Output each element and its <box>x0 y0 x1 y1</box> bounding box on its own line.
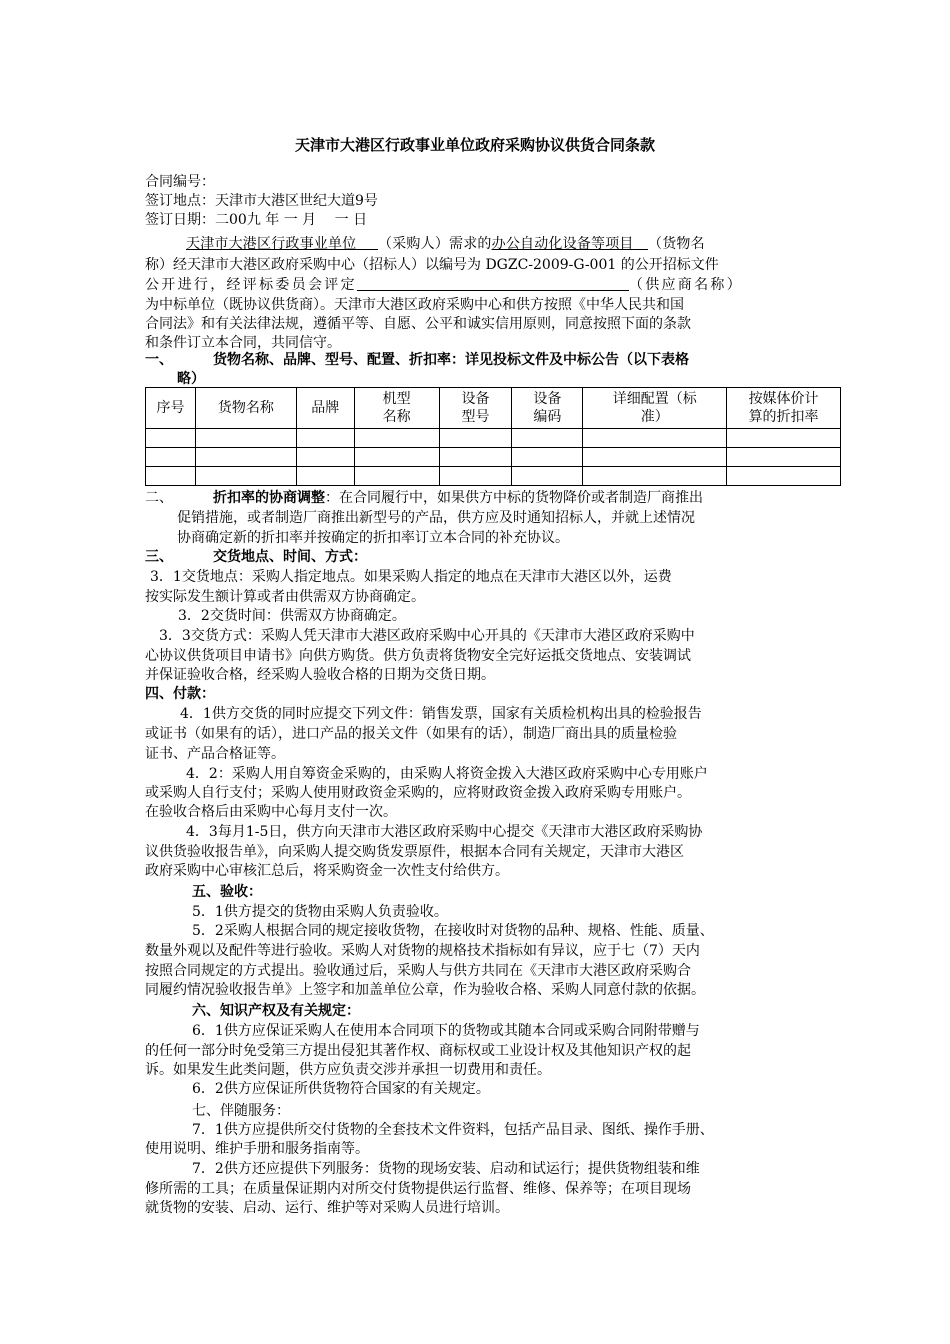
section-4-text: 4．2：采购人用自筹资金采购的，由采购人将资金拨入大港区政府采购中心专用账户 <box>186 766 708 782</box>
section-3-text: 3．2交货时间：供需双方协商确定。 <box>178 608 406 624</box>
section-3-text: 按实际发生额计算或者由供需双方协商确定。 <box>145 589 425 605</box>
section-3-text: 并保证验收合格，经采购人验收合格的日期为交货日期。 <box>145 667 495 683</box>
table-header-cell: 按媒体价计 算的折扣率 <box>727 388 841 429</box>
section-2-line: 促销措施，或者制造厂商推出新型号的产品，供方应及时通知招标人，并就上述情况 <box>177 510 695 526</box>
intro-text: （供应商名称） <box>628 277 744 293</box>
section-4-text: 议供货验收报告单》，向采购人提交购货发票原件，根据本合同有关规定，天津市大港区 <box>145 844 684 860</box>
supplier-name-blank <box>357 276 629 291</box>
table-row <box>146 429 841 448</box>
goods-table <box>145 387 841 486</box>
section-3-text: 3．3交货方式：采购人凭天津市大港区政府采购中心开具的《天津市大港区政府采购中 <box>159 628 695 644</box>
table-header-cell: 详细配置（标 准） <box>583 388 727 429</box>
table-header-cell: 设备 编码 <box>512 388 583 429</box>
section-7-text: 修所需的工具；在质量保证期内对所交付货物提供运行监督、维修、保养等；在项目现场 <box>145 1181 691 1197</box>
intro-line <box>145 235 810 254</box>
section-3-text: 心协议供货项目申请书》向供方购货。供方负责将货物安全完好运抵交货地点、安装调试 <box>145 648 691 664</box>
section-4-text: 政府采购中心审核汇总后，将采购资金一次性支付给供方。 <box>145 863 509 879</box>
section-3-heading: 三、 交货地点、时间、方式： <box>145 549 367 565</box>
section-2-number: 二、 <box>145 490 173 506</box>
section-7-text: 就货物的安装、启动、运行、维护等对采购人员进行培训。 <box>145 1200 509 1216</box>
intro-line <box>145 276 810 295</box>
section-7-text: 7．1供方应提供所交付货物的全套技术文件资料，包括产品目录、图纸、操作手册、 <box>192 1122 714 1138</box>
section-6-text: 诉。如果发生此类问题，供方应负责交涉并承担一切费用和责任。 <box>145 1062 551 1078</box>
section-7-text: 使用说明、维护手册和服务指南等。 <box>145 1141 369 1157</box>
section-4-text: 4．3每月1-5日，供方向天津市大港区政府采购中心提交《天津市大港区政府采购协 <box>186 824 703 840</box>
table-header-cell: 机型 名称 <box>354 388 439 429</box>
section-4-text: 证书、产品合格证等。 <box>145 746 285 762</box>
section-2-line: 协商确定新的折扣率并按确定的折扣率订立本合同的补充协议。 <box>177 530 569 546</box>
section-7-text: 7．2供方还应提供下列服务：货物的现场安装、启动和试运行；提供货物组装和维 <box>192 1161 700 1177</box>
table-header-cell: 序号 <box>146 388 196 429</box>
section-4-text: 或采购人自行支付；采购人使用财政资金采购的，应将财政资金拨入政府采购专用账户。 <box>145 785 691 801</box>
section-4-text: 在验收合格后由采购中心每月支付一次。 <box>145 804 397 820</box>
document-title: 天津市大港区行政事业单位政府采购协议供货合同条款 <box>294 136 655 154</box>
intro-text: 公开进行，经评标委员会评定 <box>145 277 357 293</box>
intro-line: 称）经天津市大港区政府采购中心（招标人）以编号为 DGZC-2009-G-001 的公开招标文件 <box>145 257 719 273</box>
contract-number: 合同编号： <box>145 174 215 190</box>
table-row <box>146 467 841 486</box>
section-1-heading-cont: 略） <box>177 371 205 387</box>
intro-line: 为中标单位（既协议供货商）。天津市大港区政府采购中心和供方按照《中华人民共和国 <box>145 297 684 313</box>
intro-line: 和条件订立本合同，共同信守。 <box>145 335 341 351</box>
section-6-text: 的任何一部分时免受第三方提出侵犯其著作权、商标权或工业设计权及其他知识产权的起 <box>145 1043 691 1059</box>
sign-date: 签订日期：二00九 年 一 月 一 日 <box>145 212 368 228</box>
section-6-text: 6．2供方应保证所供货物符合国家的有关规定。 <box>192 1081 490 1097</box>
table-header-cell: 货物名称 <box>195 388 296 429</box>
section-5-heading: 五、验收： <box>192 884 262 900</box>
section-2-line: 二、 折扣率的协商调整：在合同履行中，如果供方中标的货物降价或者制造厂商推出 <box>145 490 703 506</box>
table-row <box>146 448 841 467</box>
buyer-name: 天津市大港区行政事业单位 <box>186 236 357 252</box>
section-4-heading: 四、付款： <box>145 686 215 702</box>
section-5-text: 同履约情况验收报告单》上签字和加盖单位公章，作为验收合格、采购人同意付款的依据。 <box>145 982 705 998</box>
section-5-text: 5．1供方提交的货物由采购人负责验收。 <box>192 904 448 920</box>
section-7-heading: 七、伴随服务： <box>192 1103 290 1119</box>
section-6-text: 6．1供方应保证采购人在使用本合同项下的货物或其随本合同或采购合同附带赠与 <box>192 1023 700 1039</box>
section-5-text: 数量外观以及配件等进行验收。采购人对货物的规格技术指标如有异议，应于七（7）天内 <box>145 943 700 959</box>
table-header-row <box>146 388 841 429</box>
intro-text: （采购人）需求的 <box>378 236 492 252</box>
section-3-text: 3．1交货地点：采购人指定地点。如果采购人指定的地点在天津市大港区以外，运费 <box>150 569 672 585</box>
table-header-cell: 设备 型号 <box>439 388 512 429</box>
table-header-cell: 品牌 <box>296 388 354 429</box>
section-6-heading: 六、知识产权及有关规定： <box>192 1003 360 1019</box>
section-5-text: 按照合同规定的方式提出。验收通过后，采购人与供方共同在《天津市大港区政府采购合 <box>145 963 691 979</box>
section-4-text: 或证书（如果有的话），进口产品的报关文件（如果有的话），制造厂商出具的质量检验 <box>145 726 677 742</box>
intro-text: （货物名 <box>648 236 705 252</box>
intro-line: 合同法》和有关法律法规，遵循平等、自愿、公平和诚实信用原则，同意按照下面的条款 <box>145 316 691 332</box>
section-4-text: 4．1供方交货的同时应提交下列文件：销售发票，国家有关质检机构出具的检验报告 <box>180 706 702 722</box>
section-2-heading: 折扣率的协商调整 <box>213 490 325 506</box>
project-name: 办公自动化设备等项目 <box>491 236 634 252</box>
section-1-heading: 一、 货物名称、品牌、型号、配置、折扣率：详见投标文件及中标公告（以下表格 <box>145 352 689 368</box>
sign-place: 签订地点：天津市大港区世纪大道9号 <box>145 193 378 209</box>
section-5-text: 5．2采购人根据合同的规定接收货物，在接收时对货物的品种、规格、性能、质量、 <box>192 923 714 939</box>
